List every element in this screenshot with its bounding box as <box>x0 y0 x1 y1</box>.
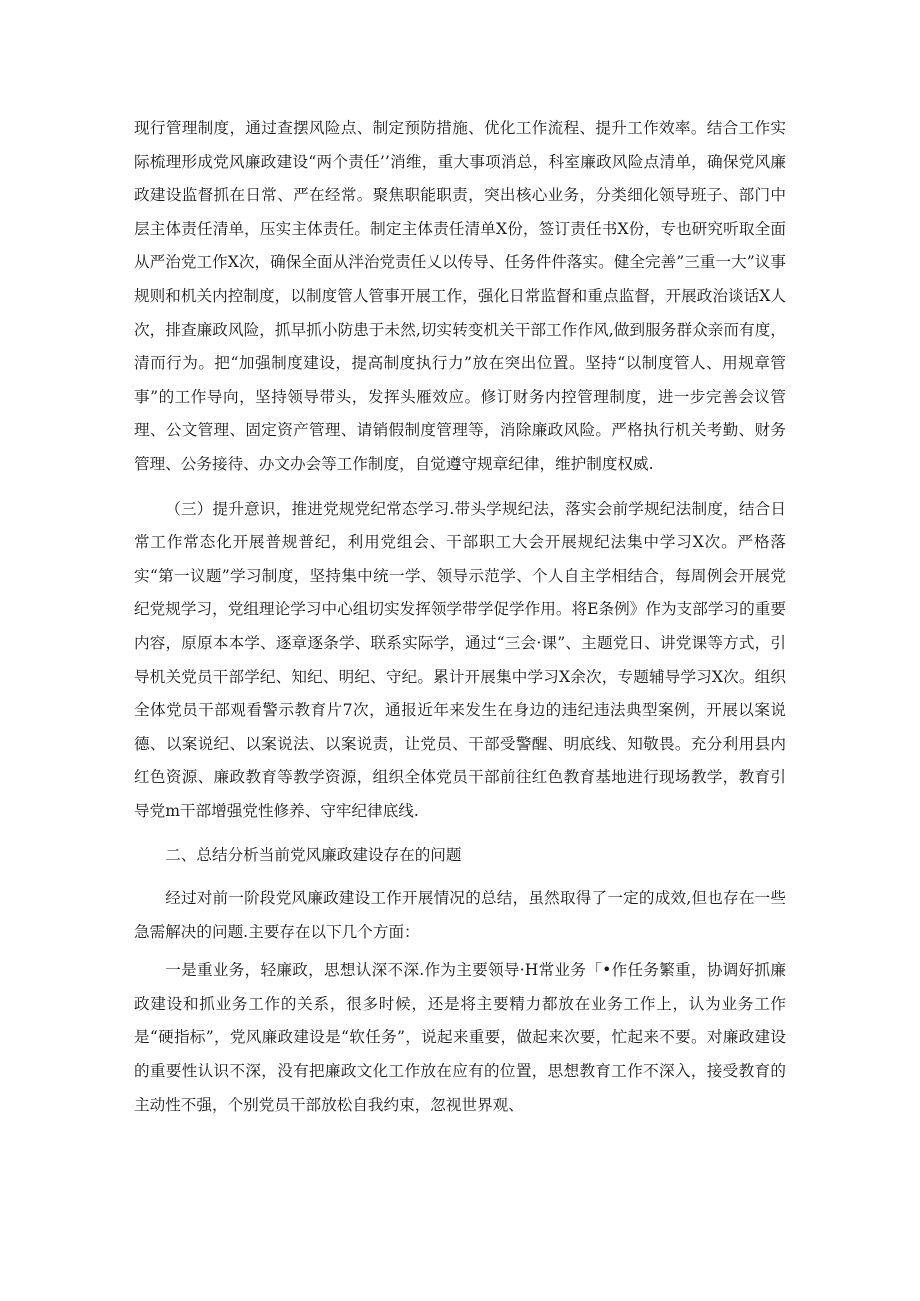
paragraph-problem-one: 一是重业务，轻廉政，思想认深不深.作为主要领导·H常业务「•作任务繁重，协调好抓廉政建设和抓业务工作的关系，很多时候，还是将主要精力都放在业务工作上，认为业务工作是“硬指标”，党风廉政建设是“软任务”，说起来重要，做起来次要，忙起来不要。对廉政建设的重要性认识不深，没有把廉政文化工作放在应有的位置，思想教育工作不深入，接受教育的主动性不强，个别党员干部放松自我约束，忽视世界观、 <box>134 961 786 1114</box>
paragraph-management-system: 现行管理制度，通过查摆风险点、制定预防措施、优化工作流程、提升工作效率。结合工作实际梳理形成党风廉政建设“两个责任’’消维，重大事项消总，科室廉政风险点清单，确保党风廉政建设监督抓在日常、严在经常。聚焦职能职责，突出核心业务，分类细化领导班子、部门中层主体责任清单，压实主体责任。制定主体责任清单X份，签订责任书X份，专也研究听取全面从严治党工作X次，确保全面从泮治党责任乂以传导、任务件件落实。健全完善”三重一大”议事规则和机关内控制度，以制度管人管事开展工作，强化日常监督和重点监督，开展政治谈话X人次，排查廉政风险，抓早抓小防患于未然,切实转变机关干部工作作风,做到服务群众亲而有度，清而行为。把“加强制度建设，提高制度执行力”放在突出位置。坚持“以制度管人、用规章管事”的工作导向，坚持领导带头，发挥头雁效应。修订财务内控管理制度，进一步完善会议管理、公文管理、固定资产管理、请销假制度管理等，消除廉政风险。严格执行机关考勤、财务管理、公务接待、办文办会等工作制度，自觉遵守规章纪律，维护制度权威. <box>134 119 786 473</box>
section-heading-two: 二、总结分析当前党风廉政建设存在的问题 <box>165 846 462 865</box>
document-page <box>134 112 786 1122</box>
paragraph-section-three-study: （三）提升意识，推进党规党纪常态学习.带头学规纪法，落实会前学规纪法制度，结合日常工作常态化开展普规普纪，利用党组会、干部职工大会开展规纪法集中学习X次。严格落实“第一议题”学习制度，坚持集中统一学、领导示范学、个人自主学相结合，每周例会开展党纪党规学习，党组理论学习中心组切实发挥领学带学促学作用。将E条例》作为支部学习的重要内容，原原本本学、逐章逐条学、联系实际学，通过“三会·课”、主题党日、讲党课等方式，引导机关党员干部学纪、知纪、明纪、守纪。累计开展集中学习X余次，专题辅导学习X次。组织全体党员干部观看警示教育片7次，通报近年来发生在身边的违纪违法典型案例，开展以案说德、以案说纪、以案说法、以案说责，让党员、干部受警醒、明底线、知敬畏。充分利用县内红色资源、廉政教育等教学资源，组织全体党员干部前往红色教育基地进行现场教学，教育引导党m干部增强党性修养、守牢纪律底线. <box>134 499 786 820</box>
paragraph-summary-intro: 经过对前一阶段党风廉政建设工作开展情况的总结，虽然取得了一定的成效,但也存在一些急需解决的问题.主要存在以下几个方面： <box>134 889 786 941</box>
